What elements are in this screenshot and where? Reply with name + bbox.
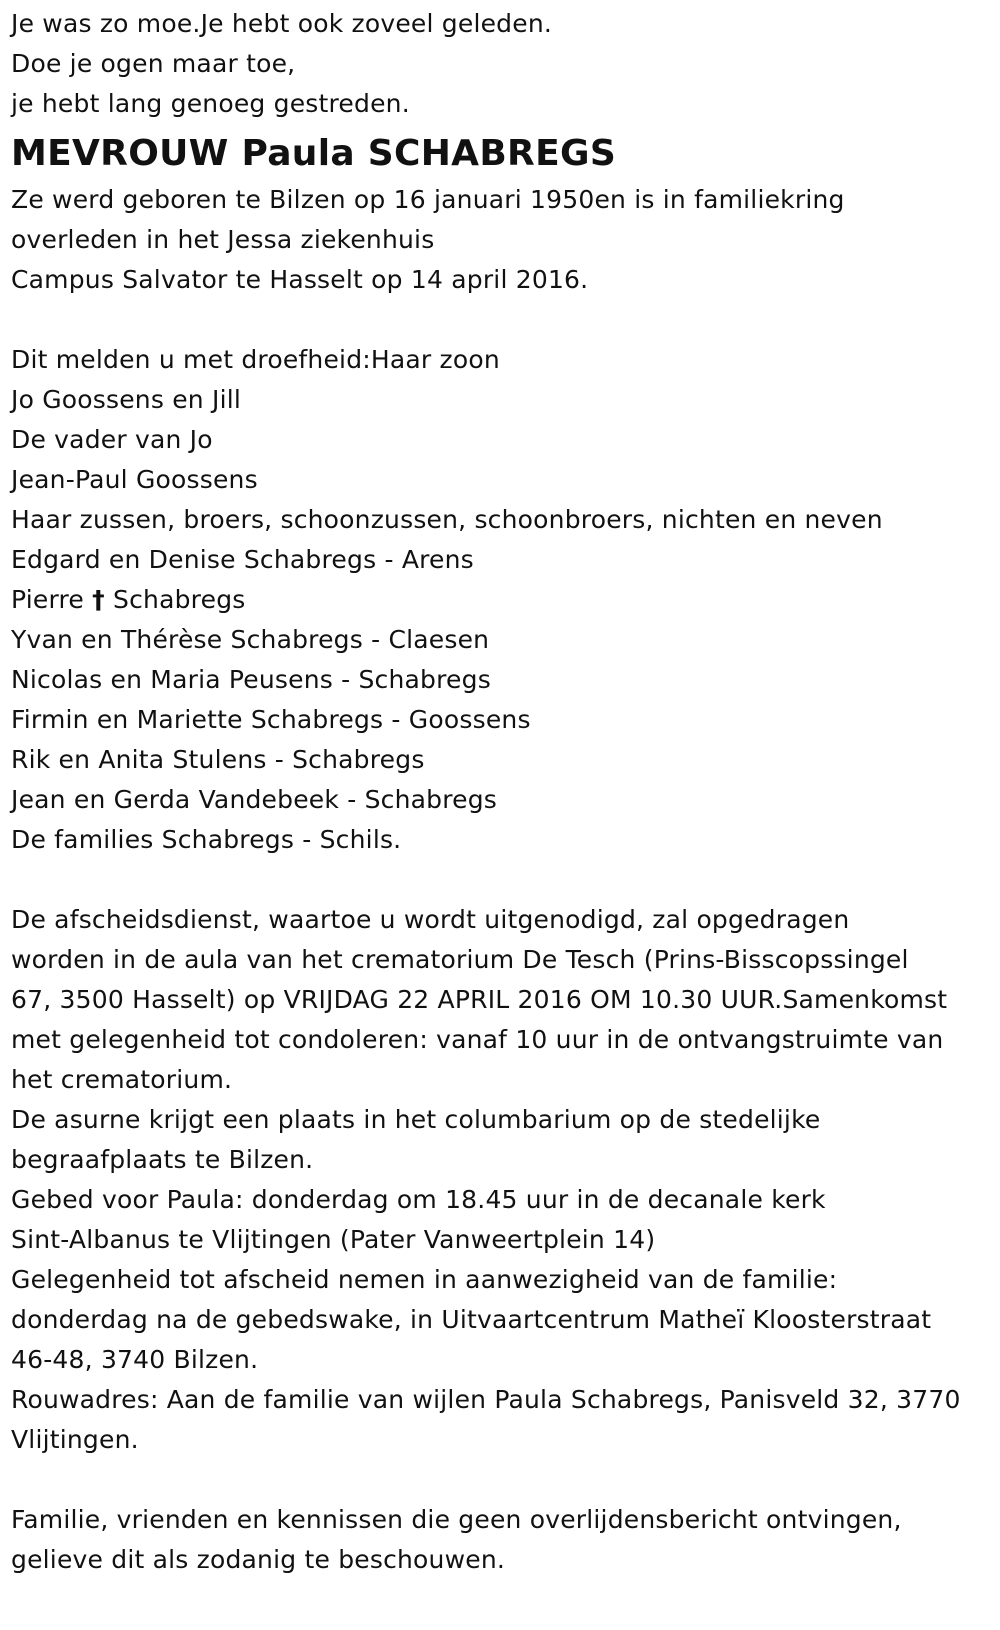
text-line: 46-48, 3740 Bilzen. xyxy=(11,1345,259,1374)
text-line: 67, 3500 Hasselt) op VRIJDAG 22 APRIL 2016 OM 10.30 UUR.Samenkomst xyxy=(11,985,948,1014)
closing-note xyxy=(11,1500,1000,1580)
text-line: Ze werd geboren te Bilzen op 16 januari 1950en is in familiekring xyxy=(11,185,845,214)
poem-line: je hebt lang genoeg gestreden. xyxy=(11,89,410,118)
deceased-name-heading: MEVROUW Paula SCHABREGS xyxy=(11,133,617,174)
family-label: De vader van Jo xyxy=(11,425,213,454)
birth-death-paragraph xyxy=(11,180,1000,300)
text-line: begraafplaats te Bilzen. xyxy=(11,1145,314,1174)
family-member-deceased xyxy=(11,580,1000,620)
text-line: De asurne krijgt een plaats in het columbarium op de stedelijke xyxy=(11,1105,821,1134)
family-label: Haar zussen, broers, schoonzussen, schoonbroers, nichten en neven xyxy=(11,505,883,534)
text-line: donderdag na de gebedswake, in Uitvaartcentrum Matheï Kloosterstraat xyxy=(11,1305,932,1334)
text-line: worden in de aula van het crematorium De Tesch (Prins-Bisscopssingel xyxy=(11,945,909,974)
spacer xyxy=(11,860,1000,900)
text-line: Rouwadres: Aan de familie van wijlen Paula Schabregs, Panisveld 32, 3770 xyxy=(11,1385,961,1414)
text-line: met gelegenheid tot condoleren: vanaf 10 uur in de ontvangstruimte van xyxy=(11,1025,944,1054)
service-details xyxy=(11,900,1000,1460)
family-list xyxy=(11,340,1000,860)
text-line: Vlijtingen. xyxy=(11,1425,139,1454)
poem xyxy=(11,4,1000,124)
family-intro: Dit melden u met droefheid:Haar zoon xyxy=(11,345,500,374)
family-member: De families Schabregs - Schils. xyxy=(11,825,402,854)
text-line: het crematorium. xyxy=(11,1065,233,1094)
family-member: Jean en Gerda Vandebeek - Schabregs xyxy=(11,785,498,814)
text-line: Gebed voor Paula: donderdag om 18.45 uur in de decanale kerk xyxy=(11,1185,826,1214)
text-line: Campus Salvator te Hasselt op 14 april 2016. xyxy=(11,265,589,294)
family-member: Yvan en Thérèse Schabregs - Claesen xyxy=(11,625,490,654)
family-member: Nicolas en Maria Peusens - Schabregs xyxy=(11,665,491,694)
family-member: Firmin en Mariette Schabregs - Goossens xyxy=(11,705,531,734)
family-member: Rik en Anita Stulens - Schabregs xyxy=(11,745,425,774)
cross-icon: † xyxy=(92,585,105,614)
spacer xyxy=(11,1460,1000,1500)
family-member: Jo Goossens en Jill xyxy=(11,385,242,414)
family-member: Edgard en Denise Schabregs - Arens xyxy=(11,545,474,574)
text-line: gelieve dit als zodanig te beschouwen. xyxy=(11,1545,506,1574)
text-line: De afscheidsdienst, waartoe u wordt uitgenodigd, zal opgedragen xyxy=(11,905,850,934)
poem-line: Je was zo moe.Je hebt ook zoveel geleden. xyxy=(11,9,553,38)
text-line: Familie, vrienden en kennissen die geen overlijdensbericht ontvingen, xyxy=(11,1505,902,1534)
member-first-name: Pierre xyxy=(11,585,85,614)
poem-line: Doe je ogen maar toe, xyxy=(11,49,296,78)
member-last-name: Schabregs xyxy=(113,585,246,614)
family-member: Jean-Paul Goossens xyxy=(11,465,258,494)
text-line: overleden in het Jessa ziekenhuis xyxy=(11,225,435,254)
text-line: Sint-Albanus te Vlijtingen (Pater Vanweertplein 14) xyxy=(11,1225,656,1254)
text-line: Gelegenheid tot afscheid nemen in aanwezigheid van de familie: xyxy=(11,1265,838,1294)
spacer xyxy=(11,300,1000,340)
